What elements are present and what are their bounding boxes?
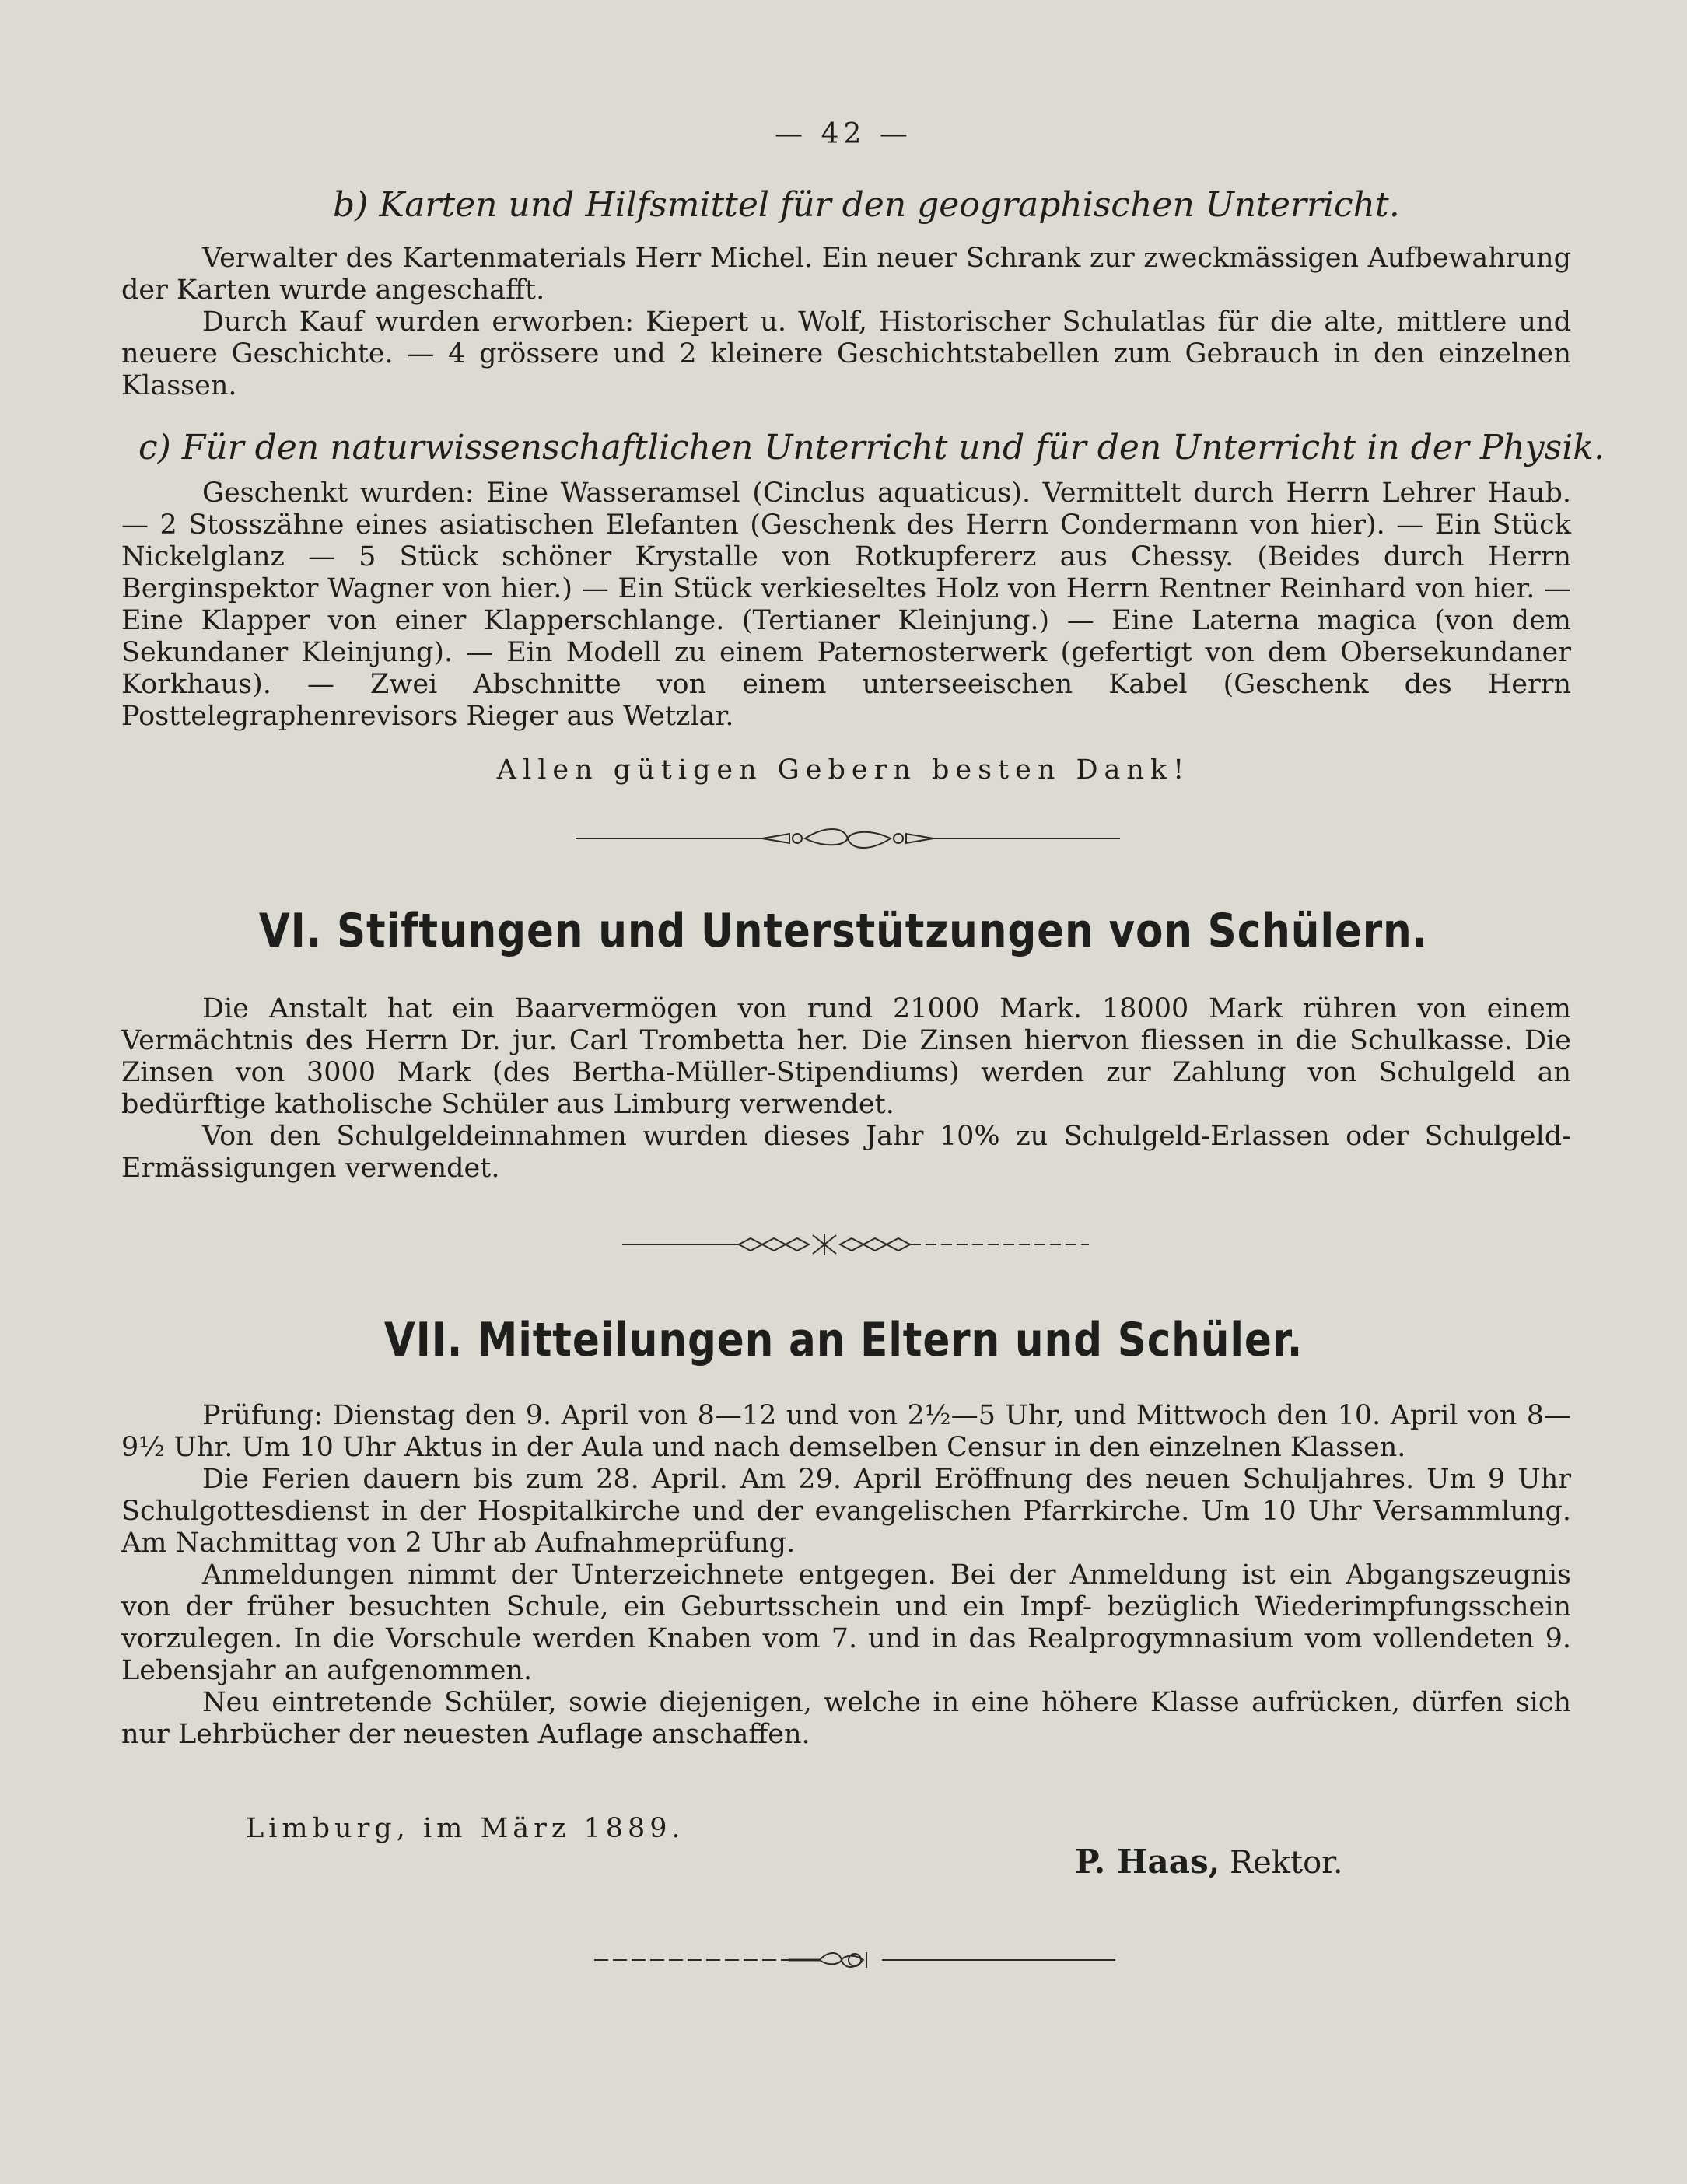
ornament-divider [594,1943,1115,1974]
page-number: — 42 — [775,118,912,150]
section-vi-heading: VI. Stiftungen und Unterstützungen von Schülern. [258,904,1429,958]
signature-title: Rektor. [1229,1845,1343,1881]
paragraph: Durch Kauf wurden erworben: Kiepert u. Wolf, Historischer Schulatlas für die alte, mittlere und neuere Geschichte. — 4 grössere und 2 kleinere Geschichtstabellen zum Gebrauch in den einzelnen Klassen. [121,306,1571,401]
paragraph: Von den Schulgeldeinnahmen wurden dieses Jahr 10% zu Schulgeld-Erlassen oder Schulgeld-Ermässigungen verwendet. [121,1121,1571,1184]
place-date: Limburg, im März 1889. [246,1813,685,1844]
paragraph: Geschenkt wurden: Eine Wasseramsel (Cinclus aquaticus). Vermittelt durch Herrn Lehrer Haub. — 2 Stosszähne eines asiatischen Elefanten (Geschenk des Herrn Condermann von hier). — Ein Stück Nickelglanz — 5 Stück schöner Krystalle von Rotkupfererz aus Chessy. (Beides durch Herrn Berginspektor Wagner von hier.) — Ein Stück verkieseltes Holz von Herrn Rentner Reinhard von hier. — Eine Klapper von einer Klapperschlange. (Tertianer Kleinjung.) — Eine Laterna magica (von dem Sekundaner Kleinjung). — Ein Modell zu einem Paternosterwerk (gefertigt von dem Obersekundaner Korkhaus). — Zwei Abschnitte von einem unterseeischen Kabel (Geschenk des Herrn Posttelegraphenrevisors Rieger aus Wetzlar. [121,478,1571,732]
paragraph: Prüfung: Dienstag den 9. April von 8—12 und von 2½—5 Uhr, und Mittwoch den 10. April von 8—9½ Uhr. Um 10 Uhr Aktus in der Aula und nach demselben Censur in den einzelnen Klassen. [121,1400,1571,1463]
section-c-body [121,478,1571,733]
paragraph: Anmeldungen nimmt der Unterzeichnete entgegen. Bei der Anmeldung ist ein Abgangszeugnis von der früher besuchten Schule, ein Geburtsschein und ein Impf- bezüglich Wiederimpfungsschein vorzulegen. In die Vorschule werden Knaben vom 7. und in das Realprogymnasium vom vollendeten 9. Lebensjahr an aufgenommen. [121,1559,1571,1686]
section-vii-heading: VII. Mitteilungen an Eltern und Schüler. [383,1313,1304,1367]
section-b-title: b) Karten und Hilfsmittel für den geographischen Unterricht. [333,185,1400,225]
section-vii-body [121,1400,1571,1751]
ornament-divider [622,1230,1089,1258]
section-b-body [121,243,1571,402]
ornament-divider [576,823,1120,854]
signature [1075,1843,1343,1881]
paragraph: Verwalter des Kartenmaterials Herr Michel. Ein neuer Schrank zur zweckmässigen Aufbewahrung der Karten wurde angeschafft. [121,243,1571,306]
signature-name: P. Haas, [1075,1843,1220,1881]
paragraph: Die Ferien dauern bis zum 28. April. Am 29. April Eröffnung des neuen Schuljahres. Um 9 Uhr Schulgottesdienst in der Hospitalkirche und der evangelischen Pfarrkirche. Um 10 Uhr Versammlung. Am Nachmittag von 2 Uhr ab Aufnahmeprüfung. [121,1464,1571,1559]
thanks-line: Allen gütigen Gebern besten Dank! [496,754,1191,786]
section-vi-body [121,993,1571,1185]
paragraph: Die Anstalt hat ein Baarvermögen von rund 21000 Mark. 18000 Mark rühren von einem Vermächtnis des Herrn Dr. jur. Carl Trombetta her. Die Zinsen hiervon fliessen in die Schulkasse. Die Zinsen von 3000 Mark (des Bertha-Müller-Stipendiums) werden zur Zahlung von Schulgeld an bedürftige katholische Schüler aus Limburg verwendet. [121,993,1571,1120]
paragraph: Neu eintretende Schüler, sowie diejenigen, welche in eine höhere Klasse aufrücken, dürfen sich nur Lehrbücher der neuesten Auflage anschaffen. [121,1687,1571,1750]
section-c-title: c) Für den naturwissenschaftlichen Unterricht und für den Unterricht in der Physik. [138,428,1605,467]
